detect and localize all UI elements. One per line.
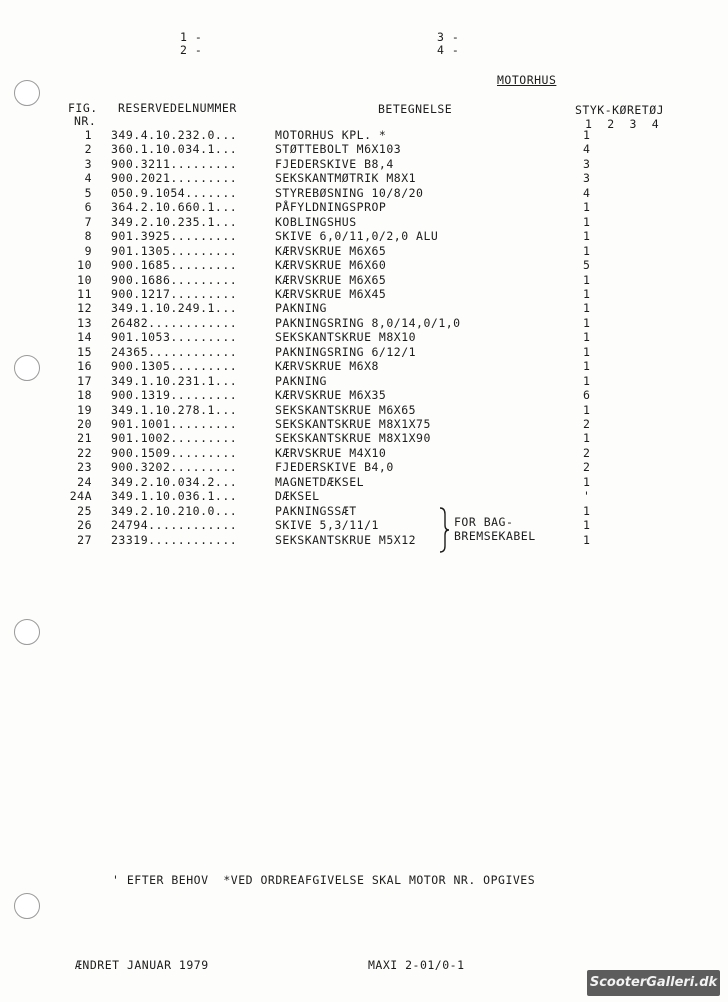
- brace-note-line-1: FOR BAG-: [454, 515, 514, 529]
- row-fig-number: 7: [84, 214, 92, 229]
- punch-hole: [14, 893, 40, 919]
- row-part-number: 349.1.10.036.1...: [111, 489, 238, 504]
- page-marker-3: 3 -: [437, 30, 460, 44]
- table-row: [0, 504, 728, 518]
- row-part-number: 23319............: [111, 532, 238, 547]
- row-description: KÆRVSKRUE M6X45: [275, 286, 387, 301]
- row-quantity: 1: [583, 214, 591, 229]
- row-description: SEKSKANTSKRUE M8X10: [275, 330, 417, 345]
- header-part-number: RESERVEDELNUMMER: [118, 101, 237, 115]
- brace-mark: [436, 507, 450, 553]
- row-description: SEKSKANTSKRUE M6X65: [275, 402, 417, 417]
- row-fig-number: 8: [84, 229, 92, 244]
- row-fig-number: 12: [77, 301, 92, 316]
- table-row: [0, 345, 728, 359]
- row-quantity: 1: [583, 431, 591, 446]
- row-part-number: 901.1053.........: [111, 330, 238, 345]
- punch-hole: [14, 80, 40, 106]
- row-description: KÆRVSKRUE M6X35: [275, 388, 387, 403]
- row-fig-number: 24A: [69, 489, 92, 504]
- section-title: MOTORHUS: [497, 73, 557, 87]
- row-fig-number: 14: [77, 330, 92, 345]
- page-marker-2: 2 -: [180, 43, 203, 57]
- row-description: SEKSKANTSKRUE M8X1X90: [275, 431, 431, 446]
- row-part-number: 360.1.10.034.1...: [111, 142, 238, 157]
- row-part-number: 901.1305.........: [111, 243, 238, 258]
- row-fig-number: 25: [77, 503, 92, 518]
- row-description: DÆKSEL: [275, 489, 320, 504]
- row-fig-number: 19: [77, 402, 92, 417]
- row-quantity: 2: [583, 445, 591, 460]
- table-row: [0, 128, 728, 142]
- row-quantity: 2: [583, 460, 591, 475]
- row-quantity: 1: [583, 286, 591, 301]
- row-description: KÆRVSKRUE M6X60: [275, 258, 387, 273]
- table-row: [0, 215, 728, 229]
- row-quantity: 1: [583, 359, 591, 374]
- table-row: [0, 157, 728, 171]
- row-quantity: ': [583, 489, 591, 504]
- row-quantity: 1: [583, 474, 591, 489]
- footnote: ' EFTER BEHOV *VED ORDREAFGIVELSE SKAL MOTOR NR. OPGIVES: [112, 873, 536, 887]
- row-quantity: 1: [583, 373, 591, 388]
- row-description: STYREBØSNING 10/8/20: [275, 185, 424, 200]
- table-row: [0, 518, 728, 532]
- row-description: KÆRVSKRUE M6X65: [275, 272, 387, 287]
- row-part-number: 900.1217.........: [111, 286, 238, 301]
- row-description: MOTORHUS KPL. *: [275, 128, 387, 142]
- row-quantity: 1: [583, 229, 591, 244]
- footer-doc-code: MAXI 2-01/0-1: [368, 958, 465, 972]
- table-row: [0, 431, 728, 445]
- table-row: [0, 403, 728, 417]
- row-part-number: 349.4.10.232.0...: [111, 128, 238, 142]
- table-row: [0, 475, 728, 489]
- row-part-number: 901.3925.........: [111, 229, 238, 244]
- page-marker-1: 1 -: [180, 30, 203, 44]
- row-part-number: 900.3211.........: [111, 156, 238, 171]
- row-description: KÆRVSKRUE M4X10: [275, 445, 387, 460]
- row-part-number: 349.2.10.034.2...: [111, 474, 238, 489]
- row-quantity: 4: [583, 142, 591, 157]
- row-description: SKIVE 5,3/11/1: [275, 518, 379, 533]
- row-quantity: 1: [583, 532, 591, 547]
- row-quantity: 1: [583, 272, 591, 287]
- table-row: [0, 330, 728, 344]
- row-part-number: 900.1685.........: [111, 258, 238, 273]
- table-row: [0, 142, 728, 156]
- row-quantity: 1: [583, 200, 591, 215]
- row-fig-number: 10: [77, 258, 92, 273]
- row-fig-number: 21: [77, 431, 92, 446]
- row-fig-number: 6: [84, 200, 92, 215]
- table-row: [0, 273, 728, 287]
- table-row: [0, 244, 728, 258]
- row-part-number: 349.2.10.235.1...: [111, 214, 238, 229]
- row-quantity: 1: [583, 128, 591, 142]
- row-description: PAKNINGSRING 8,0/14,0/1,0: [275, 315, 461, 330]
- table-row: [0, 533, 728, 547]
- row-fig-number: 16: [77, 359, 92, 374]
- table-row: [0, 489, 728, 503]
- row-fig-number: 23: [77, 460, 92, 475]
- row-part-number: 900.3202.........: [111, 460, 238, 475]
- row-part-number: 050.9.1054.......: [111, 185, 238, 200]
- row-part-number: 900.2021.........: [111, 171, 238, 186]
- row-fig-number: 3: [84, 156, 92, 171]
- row-description: FJEDERSKIVE B8,4: [275, 156, 394, 171]
- table-row: [0, 359, 728, 373]
- table-row: [0, 287, 728, 301]
- table-row: [0, 258, 728, 272]
- row-quantity: 1: [583, 315, 591, 330]
- table-row: [0, 374, 728, 388]
- watermark-logo: ScooterGalleri.dk: [587, 970, 720, 996]
- header-description: BETEGNELSE: [378, 102, 453, 116]
- row-part-number: 901.1001.........: [111, 417, 238, 431]
- row-description: PAKNING: [275, 373, 327, 388]
- row-description: KÆRVSKRUE M6X8: [275, 359, 379, 374]
- row-part-number: 900.1509.........: [111, 445, 238, 460]
- row-fig-number: 11: [77, 286, 92, 301]
- row-quantity: 1: [583, 344, 591, 359]
- row-fig-number: 26: [77, 518, 92, 533]
- punch-hole: [14, 619, 40, 645]
- row-part-number: 349.1.10.231.1...: [111, 373, 238, 388]
- row-description: STØTTEBOLT M6X103: [275, 142, 402, 157]
- row-description: SKIVE 6,0/11,0/2,0 ALU: [275, 229, 439, 244]
- table-row: [0, 417, 728, 431]
- header-qty: STYK-KØRETØJ: [575, 103, 665, 117]
- row-fig-number: 4: [84, 171, 92, 186]
- row-description: FJEDERSKIVE B4,0: [275, 460, 394, 475]
- row-part-number: 24365............: [111, 344, 238, 359]
- row-part-number: 24794............: [111, 518, 238, 533]
- row-fig-number: 17: [77, 373, 92, 388]
- row-description: PÅFYLDNINGSPROP: [275, 200, 387, 215]
- row-description: SEKSKANTSKRUE M5X12: [275, 532, 417, 547]
- row-fig-number: 1: [84, 128, 92, 142]
- table-row: [0, 171, 728, 185]
- row-quantity: 6: [583, 388, 591, 403]
- row-description: SEKSKANTSKRUE M8X1X75: [275, 417, 431, 431]
- row-fig-number: 27: [77, 532, 92, 547]
- row-fig-number: 10: [77, 272, 92, 287]
- row-fig-number: 9: [84, 243, 92, 258]
- table-row: [0, 446, 728, 460]
- row-quantity: 1: [583, 503, 591, 518]
- row-quantity: 3: [583, 156, 591, 171]
- row-fig-number: 20: [77, 417, 92, 431]
- row-quantity: 5: [583, 258, 591, 273]
- row-fig-number: 15: [77, 344, 92, 359]
- row-description: KÆRVSKRUE M6X65: [275, 243, 387, 258]
- row-quantity: 1: [583, 330, 591, 345]
- row-quantity: 1: [583, 518, 591, 533]
- row-description: PAKNINGSSÆT: [275, 503, 357, 518]
- row-description: MAGNETDÆKSEL: [275, 474, 365, 489]
- row-part-number: 901.1002.........: [111, 431, 238, 446]
- row-part-number: 349.2.10.210.0...: [111, 503, 238, 518]
- row-description: SEKSKANTMØTRIK M8X1: [275, 171, 417, 186]
- row-fig-number: 24: [77, 474, 92, 489]
- row-fig-number: 18: [77, 388, 92, 403]
- row-quantity: 2: [583, 417, 591, 431]
- row-quantity: 1: [583, 301, 591, 316]
- row-part-number: 900.1686.........: [111, 272, 238, 287]
- brace-note-line-2: BREMSEKABEL: [454, 529, 536, 543]
- header-nr: NR.: [74, 114, 97, 128]
- row-description: PAKNINGSRING 6/12/1: [275, 344, 417, 359]
- row-description: PAKNING: [275, 301, 327, 316]
- row-quantity: 1: [583, 402, 591, 417]
- page-marker-4: 4 -: [437, 43, 460, 57]
- row-part-number: 26482............: [111, 315, 238, 330]
- row-quantity: 4: [583, 185, 591, 200]
- table-row: [0, 200, 728, 214]
- footer-changed-date: ÆNDRET JANUAR 1979: [75, 958, 209, 972]
- row-fig-number: 13: [77, 315, 92, 330]
- row-part-number: 364.2.10.660.1...: [111, 200, 238, 215]
- row-part-number: 900.1319.........: [111, 388, 238, 403]
- row-part-number: 349.1.10.278.1...: [111, 402, 238, 417]
- table-row: [0, 388, 728, 402]
- header-vehicles: 1 2 3 4: [585, 117, 660, 131]
- row-quantity: 3: [583, 171, 591, 186]
- row-quantity: 1: [583, 243, 591, 258]
- row-fig-number: 2: [84, 142, 92, 157]
- row-part-number: 900.1305.........: [111, 359, 238, 374]
- table-row: [0, 316, 728, 330]
- row-description: KOBLINGSHUS: [275, 214, 357, 229]
- table-row: [0, 460, 728, 474]
- table-row: [0, 229, 728, 243]
- table-row: [0, 186, 728, 200]
- row-fig-number: 22: [77, 445, 92, 460]
- header-fig: FIG.: [68, 101, 98, 115]
- row-fig-number: 5: [84, 185, 92, 200]
- row-part-number: 349.1.10.249.1...: [111, 301, 238, 316]
- table-row: [0, 301, 728, 315]
